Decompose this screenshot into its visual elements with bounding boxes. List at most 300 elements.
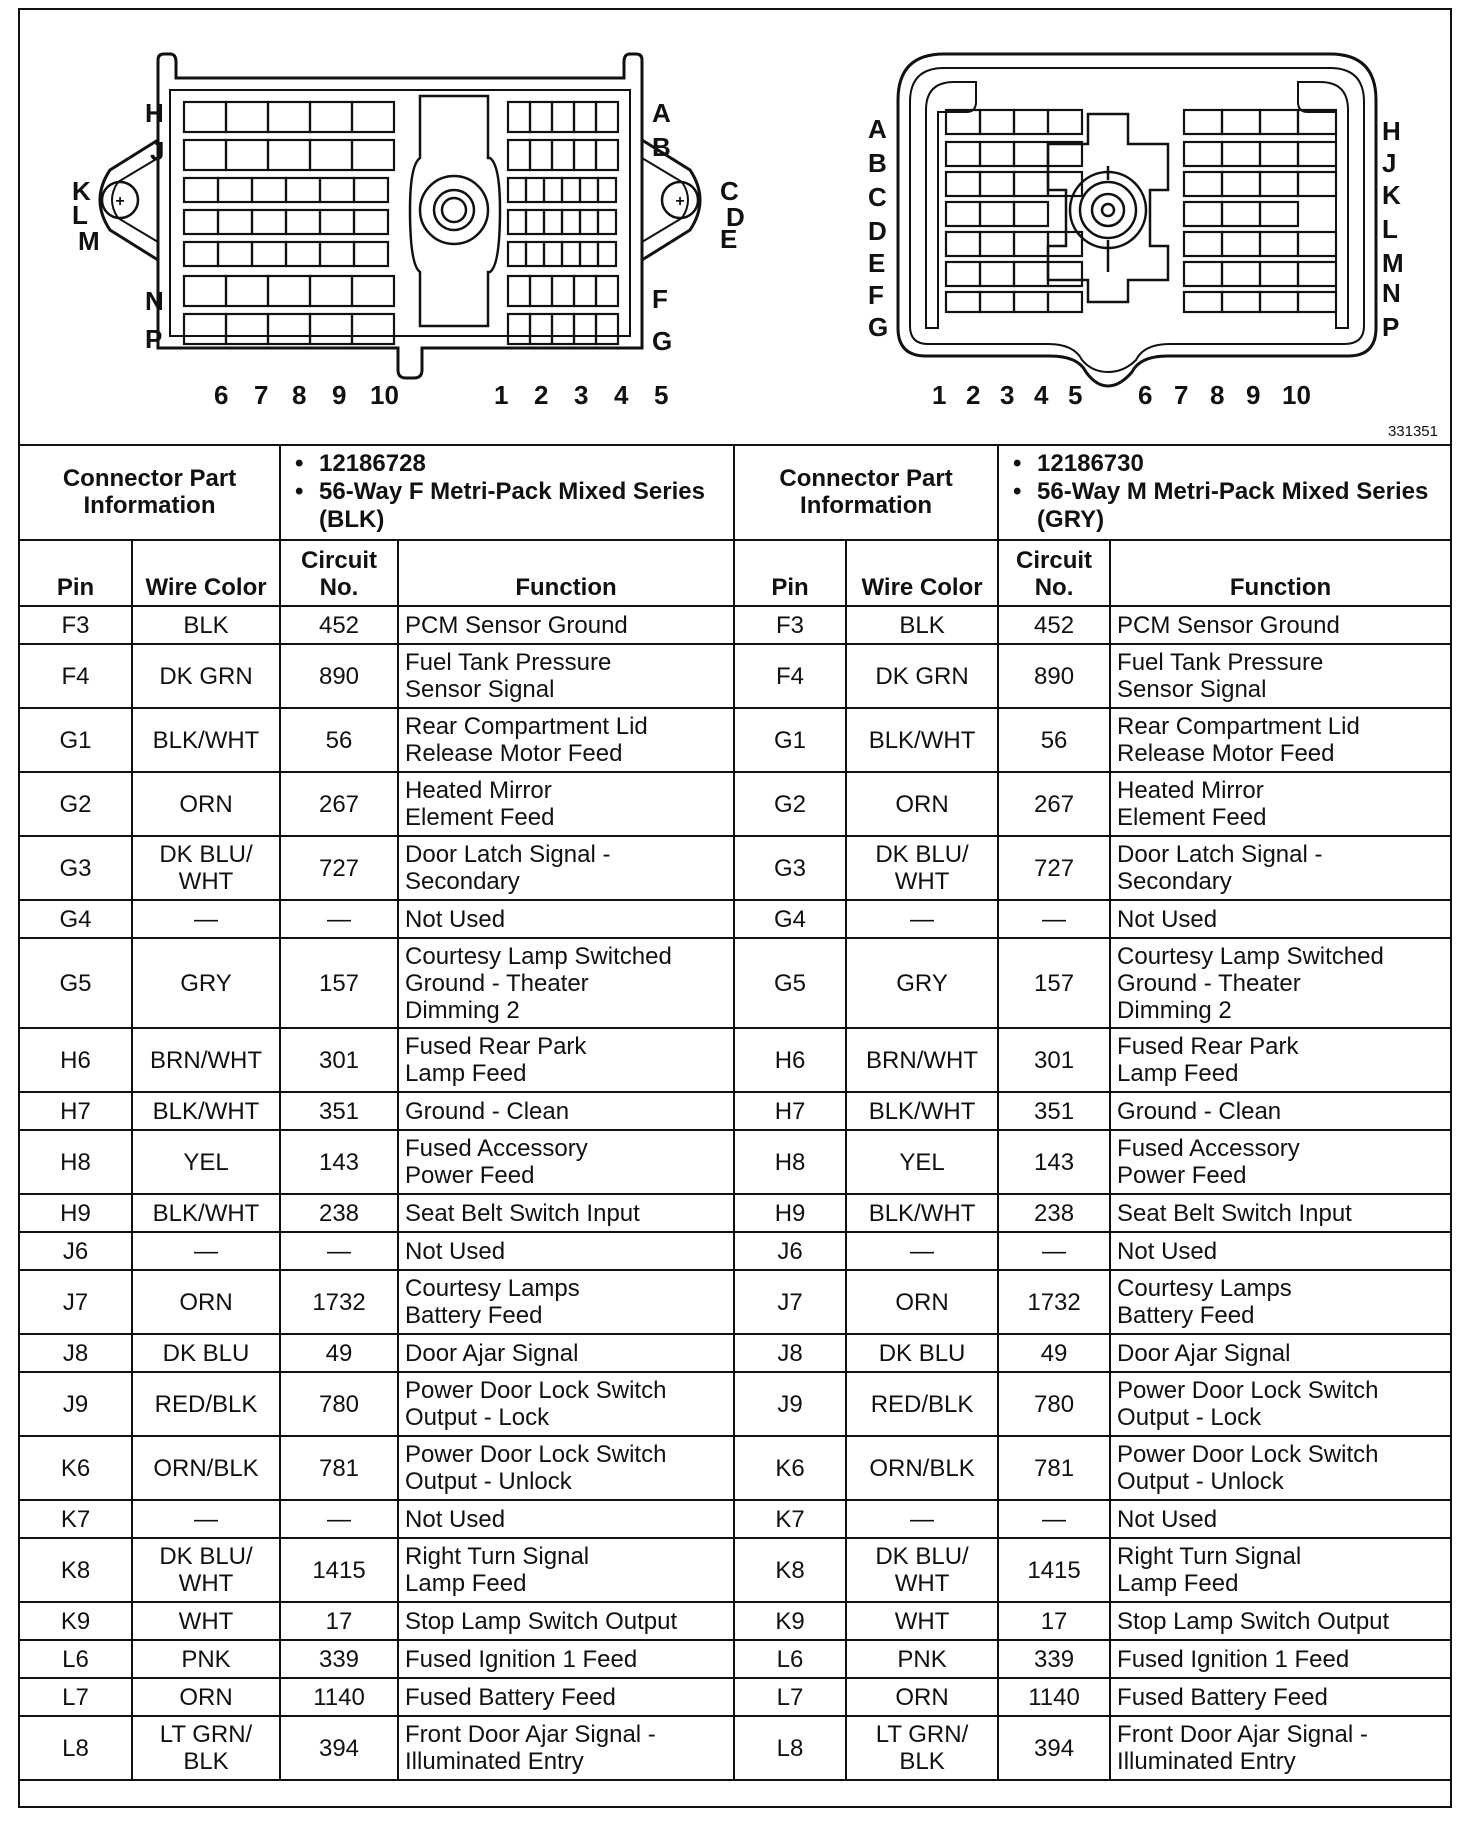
pin-cavity (946, 232, 980, 256)
col-pin: Pin (20, 540, 132, 606)
pin-cavity (1222, 172, 1260, 196)
col-function: Function (1110, 540, 1450, 606)
pin-row-label: F (652, 284, 668, 314)
pin-cavity (508, 210, 526, 234)
pin-cavity (530, 276, 552, 306)
pin-cavity (980, 172, 1014, 196)
circuit-cell: 1415 (998, 1538, 1110, 1602)
pin-cavity (552, 140, 574, 170)
wire-color-cell: ORN (132, 1678, 280, 1716)
pin-cavity (354, 210, 388, 234)
circuit-cell: 157 (280, 938, 398, 1028)
pin-row-label: E (720, 224, 738, 254)
col-circuit: Circuit No. (998, 540, 1110, 606)
pin-row-label: K (72, 176, 91, 206)
pin-cell: H9 (734, 1194, 846, 1232)
wire-color-cell: — (846, 1500, 998, 1538)
pin-cavity (218, 242, 252, 266)
pin-cavity (1048, 262, 1082, 286)
table-row (20, 1334, 1450, 1372)
pin-cell: G4 (734, 900, 846, 938)
wire-color-cell: ORN (132, 1270, 280, 1334)
circuit-cell: 727 (280, 836, 398, 900)
circuit-cell: 890 (280, 644, 398, 708)
pin-column-label: 9 (1246, 380, 1261, 410)
pin-cavity (946, 202, 980, 226)
pin-cavity (946, 292, 980, 312)
pin-cavity (530, 314, 552, 344)
connector-face-views (20, 10, 1450, 444)
table-row (20, 1436, 1450, 1500)
column-header-row (20, 540, 1450, 606)
wire-color-cell: BLK/WHT (132, 1194, 280, 1232)
pin-cavity (1184, 172, 1222, 196)
pin-cavity (252, 242, 286, 266)
pin-cavity (562, 242, 580, 266)
pin-cavity (544, 242, 562, 266)
pin-cell: H7 (734, 1092, 846, 1130)
function-cell: Door Ajar Signal (1110, 1334, 1450, 1372)
wire-color-cell: ORN (132, 772, 280, 836)
pin-cavity (1014, 110, 1048, 134)
pin-cell: J7 (20, 1270, 132, 1334)
function-cell: Not Used (1110, 900, 1450, 938)
function-cell: Fused Rear Park Lamp Feed (398, 1028, 734, 1092)
function-cell: Not Used (1110, 1232, 1450, 1270)
pin-row-label: B (652, 132, 671, 162)
circuit-cell: 17 (280, 1602, 398, 1640)
table-row (20, 1602, 1450, 1640)
wire-color-cell: ORN/BLK (132, 1436, 280, 1500)
pin-cavity (508, 140, 530, 170)
pin-cavity (596, 276, 618, 306)
pin-cavity (1298, 110, 1336, 134)
table-row (20, 900, 1450, 938)
pin-cavity (530, 102, 552, 132)
circuit-cell: — (998, 900, 1110, 938)
pin-cell: J8 (20, 1334, 132, 1372)
circuit-cell: 452 (998, 606, 1110, 644)
connector-info-row (20, 444, 1450, 540)
pin-cavity (980, 110, 1014, 134)
pin-cavity (596, 140, 618, 170)
pin-cavity (508, 242, 526, 266)
pin-row-label: A (652, 98, 671, 128)
pin-cavity (574, 314, 596, 344)
pin-cell: K6 (20, 1436, 132, 1500)
pin-cell: G2 (20, 772, 132, 836)
pin-cavity (1298, 262, 1336, 286)
table-row (20, 772, 1450, 836)
pin-cavity (1222, 202, 1260, 226)
pin-cavity (946, 142, 980, 166)
pin-cavity (1260, 232, 1298, 256)
table-row (20, 1538, 1450, 1602)
table-row (20, 1270, 1450, 1334)
pin-cavity (574, 276, 596, 306)
pin-cell: K9 (734, 1602, 846, 1640)
pin-column-label: 5 (1068, 380, 1083, 410)
circuit-cell: 17 (998, 1602, 1110, 1640)
pin-cavity (574, 140, 596, 170)
pin-cavity (226, 140, 268, 170)
pin-cavity (1014, 292, 1048, 312)
pin-cavity (508, 314, 530, 344)
pin-cavity (980, 262, 1014, 286)
table-row (20, 938, 1450, 1028)
pin-cell: G1 (734, 708, 846, 772)
col-wire-color: Wire Color (132, 540, 280, 606)
pin-cavity (268, 276, 310, 306)
pin-cavity (580, 210, 598, 234)
wire-color-cell: DK BLU (132, 1334, 280, 1372)
pin-column-label: 9 (332, 380, 347, 410)
table-row (20, 644, 1450, 708)
circuit-cell: 238 (280, 1194, 398, 1232)
circuit-cell: 351 (998, 1092, 1110, 1130)
wire-color-cell: WHT (132, 1602, 280, 1640)
pin-row-label: P (145, 324, 163, 354)
pin-cavity (1298, 142, 1336, 166)
table-row (20, 1640, 1450, 1678)
pin-cavity (1260, 202, 1298, 226)
pin-row-label: D (868, 216, 887, 246)
circuit-cell: 727 (998, 836, 1110, 900)
wire-color-cell: BLK/WHT (846, 1092, 998, 1130)
function-cell: Fused Accessory Power Feed (398, 1130, 734, 1194)
pin-cell: K7 (20, 1500, 132, 1538)
pin-cavity (508, 276, 530, 306)
circuit-cell: 267 (998, 772, 1110, 836)
function-cell: Power Door Lock Switch Output - Lock (1110, 1372, 1450, 1436)
pin-cell: L7 (20, 1678, 132, 1716)
function-cell: Right Turn Signal Lamp Feed (1110, 1538, 1450, 1602)
circuit-cell: 1415 (280, 1538, 398, 1602)
pin-cavity (184, 140, 226, 170)
pin-cavity (1014, 262, 1048, 286)
pin-cavity (508, 102, 530, 132)
pin-row-label: H (145, 98, 164, 128)
wire-color-cell: ORN (846, 1678, 998, 1716)
pin-row-label: F (868, 280, 884, 310)
table-row (20, 606, 1450, 644)
pin-cavity (310, 276, 352, 306)
pin-cell: L6 (20, 1640, 132, 1678)
wire-color-cell: DK BLU/ WHT (846, 1538, 998, 1602)
function-cell: Ground - Clean (1110, 1092, 1450, 1130)
pin-cavity (1260, 292, 1298, 312)
function-cell: PCM Sensor Ground (398, 606, 734, 644)
pin-cell: F4 (20, 644, 132, 708)
svg-text:+: + (675, 193, 685, 210)
pin-column-label: 5 (654, 380, 669, 410)
pin-cavity (1048, 110, 1082, 134)
wire-color-cell: BLK (846, 606, 998, 644)
page-frame (18, 8, 1452, 1808)
pin-cell: J8 (734, 1334, 846, 1372)
wire-color-cell: DK BLU/ WHT (846, 836, 998, 900)
pin-cavity (980, 292, 1014, 312)
wire-color-cell: — (132, 1232, 280, 1270)
circuit-cell: 157 (998, 938, 1110, 1028)
left-part-info (280, 444, 734, 540)
pin-cavity (596, 314, 618, 344)
pin-cavity (946, 110, 980, 134)
function-cell: Door Ajar Signal (398, 1334, 734, 1372)
pin-cell: L8 (734, 1716, 846, 1780)
circuit-cell: 301 (998, 1028, 1110, 1092)
wire-color-cell: — (846, 900, 998, 938)
circuit-cell: — (998, 1232, 1110, 1270)
function-cell: Rear Compartment Lid Release Motor Feed (1110, 708, 1450, 772)
pin-row-label: D (726, 202, 745, 232)
wire-color-cell: RED/BLK (846, 1372, 998, 1436)
pin-cavity (1014, 202, 1048, 226)
pin-row-label: J (150, 136, 165, 166)
wire-color-cell: BLK/WHT (846, 708, 998, 772)
circuit-cell: 49 (280, 1334, 398, 1372)
pin-cavity (1184, 110, 1222, 134)
wire-color-cell: GRY (132, 938, 280, 1028)
wire-color-cell: RED/BLK (132, 1372, 280, 1436)
pin-cell: F3 (20, 606, 132, 644)
wire-color-cell: LT GRN/ BLK (132, 1716, 280, 1780)
pin-cavity (598, 242, 616, 266)
wire-color-cell: DK GRN (846, 644, 998, 708)
function-cell: Power Door Lock Switch Output - Lock (398, 1372, 734, 1436)
circuit-cell: 781 (998, 1436, 1110, 1500)
circuit-cell: 49 (998, 1334, 1110, 1372)
pin-cavity (526, 210, 544, 234)
pin-cavity (286, 242, 320, 266)
pin-cell: H8 (734, 1130, 846, 1194)
function-cell: Fuel Tank Pressure Sensor Signal (398, 644, 734, 708)
pin-row-label: B (868, 148, 887, 178)
left-info-label: Connector Part Information (20, 444, 280, 540)
pin-cavity (562, 210, 580, 234)
pin-cell: G5 (20, 938, 132, 1028)
function-cell: Fused Battery Feed (1110, 1678, 1450, 1716)
right-info-label: Connector Part Information (734, 444, 998, 540)
circuit-cell: 890 (998, 644, 1110, 708)
function-cell: Power Door Lock Switch Output - Unlock (398, 1436, 734, 1500)
pin-column-label: 1 (494, 380, 509, 410)
function-cell: Courtesy Lamps Battery Feed (398, 1270, 734, 1334)
pin-cavity (184, 178, 218, 202)
pin-cell: G3 (20, 836, 132, 900)
figure-number: 331351 (1387, 423, 1438, 440)
pin-cavity (218, 210, 252, 234)
table-row (20, 1028, 1450, 1092)
function-cell: Courtesy Lamp Switched Ground - Theater Dimming 2 (1110, 938, 1450, 1028)
pin-cavity (1260, 142, 1298, 166)
pin-cavity (598, 178, 616, 202)
table-row (20, 1232, 1450, 1270)
pin-row-label: N (1382, 278, 1401, 308)
pin-column-label: 8 (292, 380, 307, 410)
pin-column-label: 10 (370, 380, 399, 410)
pin-cavity (508, 178, 526, 202)
pin-column-label: 1 (932, 380, 947, 410)
function-cell: Ground - Clean (398, 1092, 734, 1130)
pin-row-label: K (1382, 180, 1401, 210)
wire-color-cell: — (846, 1232, 998, 1270)
pin-cavity (1222, 262, 1260, 286)
col-function: Function (398, 540, 734, 606)
circuit-cell: 351 (280, 1092, 398, 1130)
pin-column-label: 7 (1174, 380, 1189, 410)
pin-cell: G4 (20, 900, 132, 938)
circuit-cell: 1732 (998, 1270, 1110, 1334)
pin-cavity (184, 314, 226, 344)
function-cell: Fused Rear Park Lamp Feed (1110, 1028, 1450, 1092)
pin-cell: L7 (734, 1678, 846, 1716)
function-cell: Fused Battery Feed (398, 1678, 734, 1716)
pin-cavity (352, 276, 394, 306)
function-cell: Not Used (398, 1232, 734, 1270)
pin-cavity (980, 232, 1014, 256)
pin-column-label: 2 (534, 380, 549, 410)
wire-color-cell: WHT (846, 1602, 998, 1640)
circuit-cell: 339 (998, 1640, 1110, 1678)
wire-color-cell: BLK/WHT (132, 708, 280, 772)
pin-cavity (580, 178, 598, 202)
pin-cavity (252, 178, 286, 202)
circuit-cell: — (280, 1500, 398, 1538)
wire-color-cell: YEL (132, 1130, 280, 1194)
pin-cavity (1184, 292, 1222, 312)
function-cell: Right Turn Signal Lamp Feed (398, 1538, 734, 1602)
pin-column-label: 3 (1000, 380, 1015, 410)
function-cell: Front Door Ajar Signal - Illuminated Entry (1110, 1716, 1450, 1780)
pin-cell: J6 (734, 1232, 846, 1270)
pin-column-label: 8 (1210, 380, 1225, 410)
pin-column-label: 4 (1034, 380, 1049, 410)
right-part-description: • 56-Way M Metri-Pack Mixed Series (GRY) (1013, 478, 1444, 534)
pin-cavity (574, 102, 596, 132)
right-connector-outline (898, 54, 1376, 386)
wire-color-cell: — (132, 1500, 280, 1538)
wire-color-cell: DK BLU/ WHT (132, 836, 280, 900)
wire-color-cell: LT GRN/ BLK (846, 1716, 998, 1780)
pin-cavity (1298, 172, 1336, 196)
wire-color-cell: BLK (132, 606, 280, 644)
function-cell: Fused Accessory Power Feed (1110, 1130, 1450, 1194)
pin-row-label: L (1382, 214, 1398, 244)
pin-cavity (184, 276, 226, 306)
pin-cell: F3 (734, 606, 846, 644)
pin-cavity (1260, 172, 1298, 196)
wire-color-cell: — (132, 900, 280, 938)
pin-cell: K8 (734, 1538, 846, 1602)
pin-cavity (580, 242, 598, 266)
pin-cavity (980, 142, 1014, 166)
pin-cavity (946, 262, 980, 286)
pin-cavity (1184, 142, 1222, 166)
pin-cavity (552, 102, 574, 132)
function-cell: Fuel Tank Pressure Sensor Signal (1110, 644, 1450, 708)
wire-color-cell: BLK/WHT (132, 1092, 280, 1130)
circuit-cell: 267 (280, 772, 398, 836)
circuit-cell: — (280, 900, 398, 938)
table-row (20, 1678, 1450, 1716)
pin-row-label: P (1382, 312, 1400, 342)
function-cell: Seat Belt Switch Input (1110, 1194, 1450, 1232)
pin-cell: L6 (734, 1640, 846, 1678)
left-part-description: • 56-Way F Metri-Pack Mixed Series (BLK) (295, 478, 727, 534)
pin-cavity (562, 178, 580, 202)
wire-color-cell: YEL (846, 1130, 998, 1194)
pin-cavity (1184, 262, 1222, 286)
wire-color-cell: BRN/WHT (846, 1028, 998, 1092)
wire-color-cell: PNK (846, 1640, 998, 1678)
pin-cavity (1222, 232, 1260, 256)
pin-cavity (1298, 292, 1336, 312)
pin-cavity (1014, 142, 1048, 166)
pin-row-label: G (652, 326, 673, 356)
wire-color-cell: BLK/WHT (846, 1194, 998, 1232)
pinout-table (20, 444, 1450, 1781)
pin-row-label: N (145, 286, 164, 316)
pin-row-label: A (868, 114, 887, 144)
pin-cavity (352, 140, 394, 170)
pin-cavity (320, 242, 354, 266)
pin-cavity (184, 102, 226, 132)
circuit-cell: 1140 (998, 1678, 1110, 1716)
circuit-cell: 780 (998, 1372, 1110, 1436)
function-cell: PCM Sensor Ground (1110, 606, 1450, 644)
table-row (20, 1092, 1450, 1130)
pin-row-label: M (78, 226, 100, 256)
pin-cavity (1014, 232, 1048, 256)
function-cell: Seat Belt Switch Input (398, 1194, 734, 1232)
col-circuit: Circuit No. (280, 540, 398, 606)
function-cell: Courtesy Lamp Switched Ground - Theater Dimming 2 (398, 938, 734, 1028)
circuit-cell: 238 (998, 1194, 1110, 1232)
pin-cavity (598, 210, 616, 234)
pin-cavity (252, 210, 286, 234)
pin-row-label: L (72, 200, 88, 230)
circuit-cell: 143 (280, 1130, 398, 1194)
pin-cavity (526, 242, 544, 266)
function-cell: Door Latch Signal - Secondary (1110, 836, 1450, 900)
pin-cell: K9 (20, 1602, 132, 1640)
pin-cell: H6 (734, 1028, 846, 1092)
pin-cavity (596, 102, 618, 132)
pin-cavity (1014, 172, 1048, 196)
pin-cavity (980, 202, 1014, 226)
pin-cavity (184, 242, 218, 266)
pin-cavity (310, 140, 352, 170)
function-cell: Rear Compartment Lid Release Motor Feed (398, 708, 734, 772)
function-cell: Stop Lamp Switch Output (398, 1602, 734, 1640)
pin-cavity (544, 210, 562, 234)
pin-cavity (1222, 110, 1260, 134)
pin-cavity (226, 276, 268, 306)
pin-cavity (352, 102, 394, 132)
pin-cell: H9 (20, 1194, 132, 1232)
wire-color-cell: ORN/BLK (846, 1436, 998, 1500)
pin-cavity (226, 102, 268, 132)
circuit-cell: 301 (280, 1028, 398, 1092)
pin-cavity (946, 172, 980, 196)
wire-color-cell: DK BLU (846, 1334, 998, 1372)
table-row (20, 1372, 1450, 1436)
pin-cavity (1222, 292, 1260, 312)
pin-cell: K8 (20, 1538, 132, 1602)
pin-cavity (268, 314, 310, 344)
pin-cavity (1222, 142, 1260, 166)
